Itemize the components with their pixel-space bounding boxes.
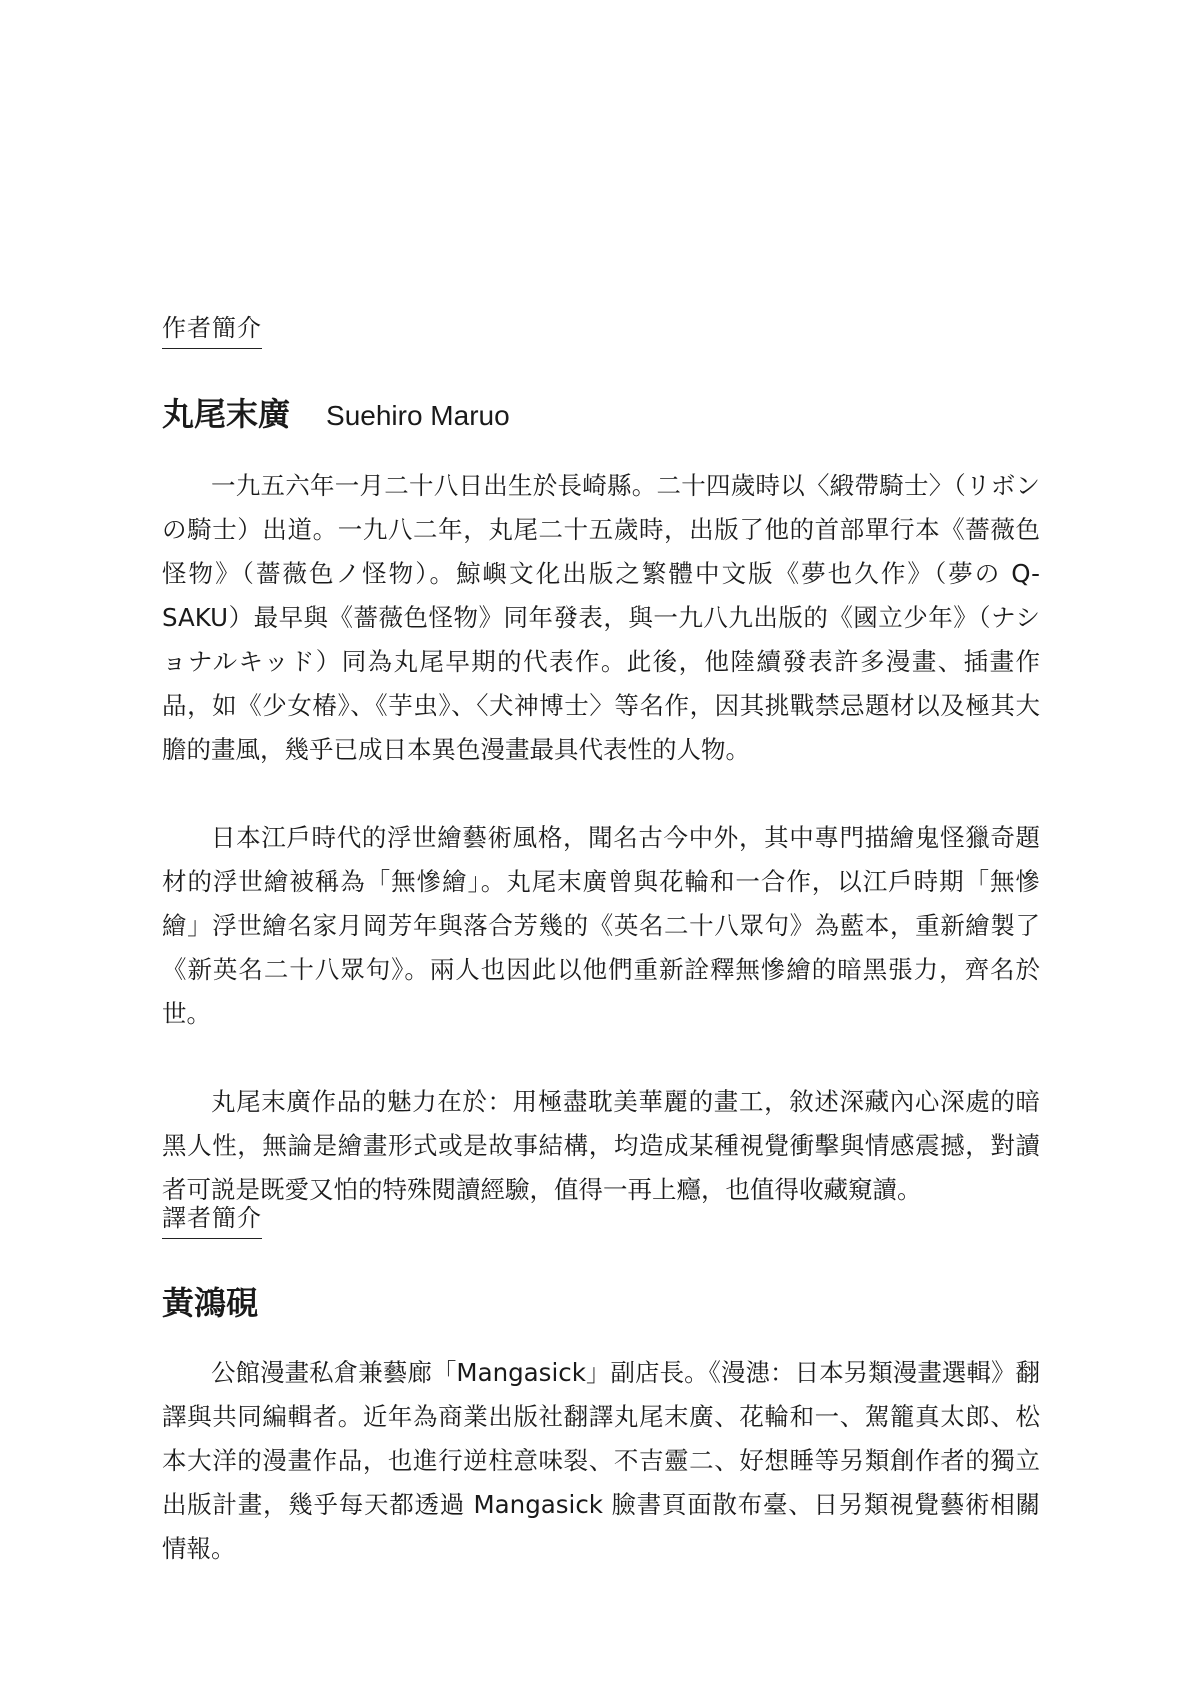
- author-name-heading: [162, 393, 1040, 437]
- translator-biography: [162, 1351, 1040, 1571]
- author-bio-paragraph-3: 丸尾末廣作品的魅力在於：用極盡耽美華麗的畫工，敘述深藏內心深處的暗黑人性，無論是繪畫形式或是故事結構，均造成某種視覺衝擊與情感震撼，對讀者可説是既愛又怕的特殊閱讀經驗，值得一再上癮，也值得收藏窺讀。: [162, 1087, 1040, 1204]
- author-name: 丸尾末廣: [162, 395, 291, 433]
- author-section-label: 作者簡介: [162, 312, 262, 349]
- author-bio-paragraph-2: 日本江戶時代的浮世繪藝術風格，聞名古今中外，其中專門描繪鬼怪獵奇題材的浮世繪被稱為「無慘繪」。丸尾末廣曾與花輪和一合作，以江戶時期「無慘繪」浮世繪名家月岡芳年與落合芳幾的《英名二十八眾句》為藍本，重新繪製了《新英名二十八眾句》。兩人也因此以他們重新詮釋無慘繪的暗黑張力，齊名於世。: [162, 823, 1040, 1028]
- translator-name: 黃鴻硯: [162, 1284, 259, 1322]
- author-bio-paragraph-1: 一九五六年一月二十八日出生於長崎縣。二十四歲時以〈緞帶騎士〉（リボンの騎士）出道。一九八二年，丸尾二十五歲時，出版了他的首部單行本《薔薇色怪物》（薔薇色ノ怪物）。鯨嶼文化出版之繁體中文版《夢也久作》（夢の Q-SAKU）最早與《薔薇色怪物》同年發表，與一九八九出版的《國立少年》（ナショナルキッド）同為丸尾早期的代表作。此後，他陸續發表許多漫畫、插畫作品，如《少女椿》、《芋虫》、〈犬神博士〉等名作，因其挑戰禁忌題材以及極其大膽的畫風，幾乎已成日本異色漫畫最具代表性的人物。: [162, 471, 1040, 764]
- author-section-heading: [162, 312, 1040, 349]
- author-name-latin: Suehiro Maruo: [326, 400, 510, 431]
- translator-section-heading: [162, 1202, 1040, 1239]
- translator-bio-paragraph-1: 公館漫畫私倉兼藝廊「Mangasick」副店長。《漫漶：日本另類漫畫選輯》翻譯與共同編輯者。近年為商業出版社翻譯丸尾末廣、花輪和一、駕籠真太郎、松本大洋的漫畫作品，也進行逆柱意味裂、不吉靈二、好想睡等另類創作者的獨立出版計畫，幾乎每天都透過 Mangasick 臉書頁面散布臺、日另類視覺藝術相關情報。: [162, 1358, 1040, 1563]
- translator-name-heading: [162, 1282, 1040, 1324]
- author-biography: [162, 464, 1040, 1212]
- translator-section-label: 譯者簡介: [162, 1202, 262, 1239]
